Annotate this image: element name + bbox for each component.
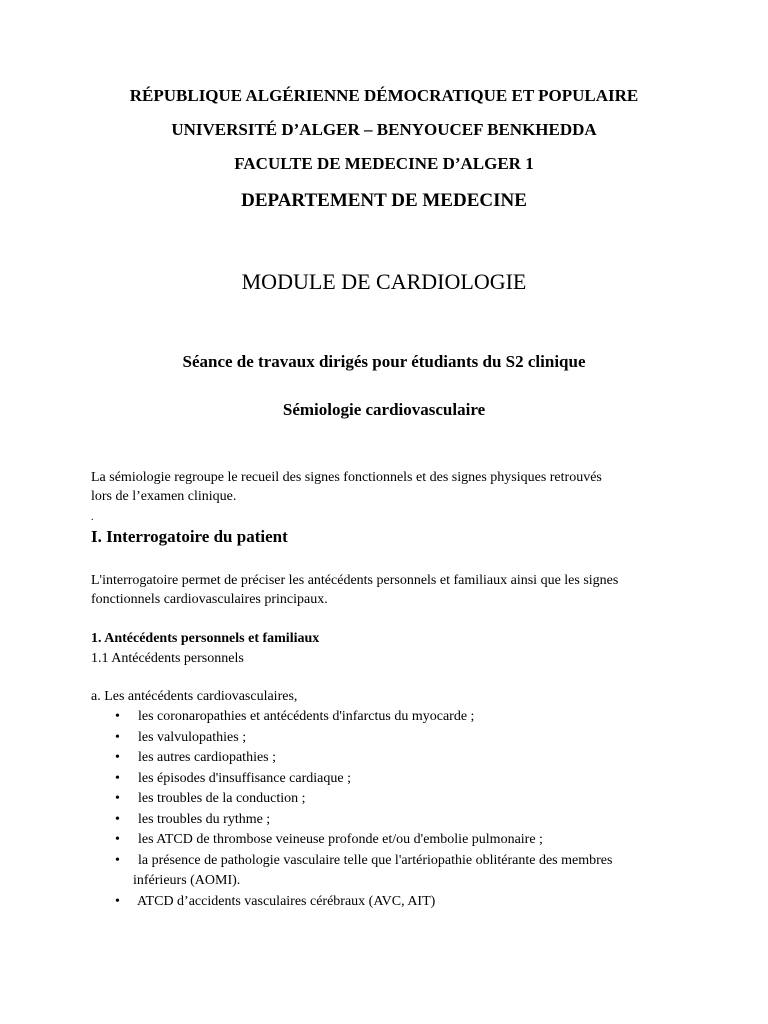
section-heading: I. Interrogatoire du patient (91, 527, 288, 546)
list-item-continuation: inférieurs (AOMI). (133, 873, 241, 888)
subject-title: Sémiologie cardiovasculaire (282, 400, 486, 419)
list-item-text: ATCD d’accidents vasculaires cérébraux (AVC, AIT) (137, 893, 436, 909)
list-item (91, 830, 711, 851)
list-item-text: les autres cardiopathies ; (138, 750, 277, 765)
list-item (91, 789, 711, 810)
list-item (91, 892, 711, 913)
subsection-heading: 1. Antécédents personnels et familiaux (91, 631, 320, 646)
intro-line-2: lors de l’examen clinique. (91, 489, 237, 504)
header-university: UNIVERSITÉ D’ALGER – BENYOUCEF BENKHEDDA (171, 120, 597, 139)
antecedents-list (91, 707, 711, 912)
intro-paragraph (91, 468, 602, 506)
stray-dot: . (91, 512, 94, 523)
list-item-text: les valvulopathies ; (138, 729, 247, 745)
bullet-icon: • (115, 709, 120, 724)
bullet-icon: • (115, 750, 120, 765)
seance-title: Séance de travaux dirigés pour étudiants du S2 clinique (182, 352, 586, 371)
header-department: DEPARTEMENT DE MEDECINE (241, 190, 527, 211)
bullet-icon: • (115, 811, 120, 827)
list-item-text: les coronaropathies et antécédents d'infarctus du myocarde ; (138, 709, 475, 724)
list-item (91, 851, 711, 892)
list-item-text: les troubles de la conduction ; (138, 791, 306, 806)
bullet-icon: • (115, 852, 120, 868)
list-item (91, 810, 711, 831)
bullet-icon: • (115, 893, 120, 909)
list-item (91, 769, 711, 790)
list-item (91, 707, 711, 728)
list-item-text: les épisodes d'insuffisance cardiaque ; (138, 770, 351, 786)
intro-line-1: La sémiologie regroupe le recueil des signes fonctionnels et des signes physiques retrouvés (91, 470, 602, 485)
bullet-icon: • (115, 770, 120, 786)
bullet-icon: • (115, 729, 120, 745)
list-item (91, 748, 711, 769)
bullet-icon: • (115, 791, 120, 806)
section-paragraph-line-1: L'interrogatoire permet de préciser les antécédents personnels et familiaux ainsi que les signes (91, 573, 619, 588)
header-faculty: FACULTE DE MEDECINE D’ALGER 1 (234, 154, 534, 173)
list-item-text: les ATCD de thrombose veineuse profonde et/ou d'embolie pulmonaire ; (138, 832, 543, 847)
list-item (91, 728, 711, 749)
subsubsection-heading: 1.1 Antécédents personnels (91, 651, 244, 666)
module-title: MODULE DE CARDIOLOGIE (241, 269, 527, 294)
header-republic: RÉPUBLIQUE ALGÉRIENNE DÉMOCRATIQUE ET POPULAIRE (129, 86, 639, 105)
list-item-text: les troubles du rythme ; (138, 811, 271, 827)
list-item-text: la présence de pathologie vasculaire telle que l'artériopathie oblitérante des membres (138, 852, 613, 868)
bullet-icon: • (115, 832, 120, 847)
section-paragraph (91, 571, 618, 609)
list-intro: a. Les antécédents cardiovasculaires, (91, 689, 298, 704)
section-paragraph-line-2: fonctionnels cardiovasculaires principaux. (91, 592, 328, 607)
